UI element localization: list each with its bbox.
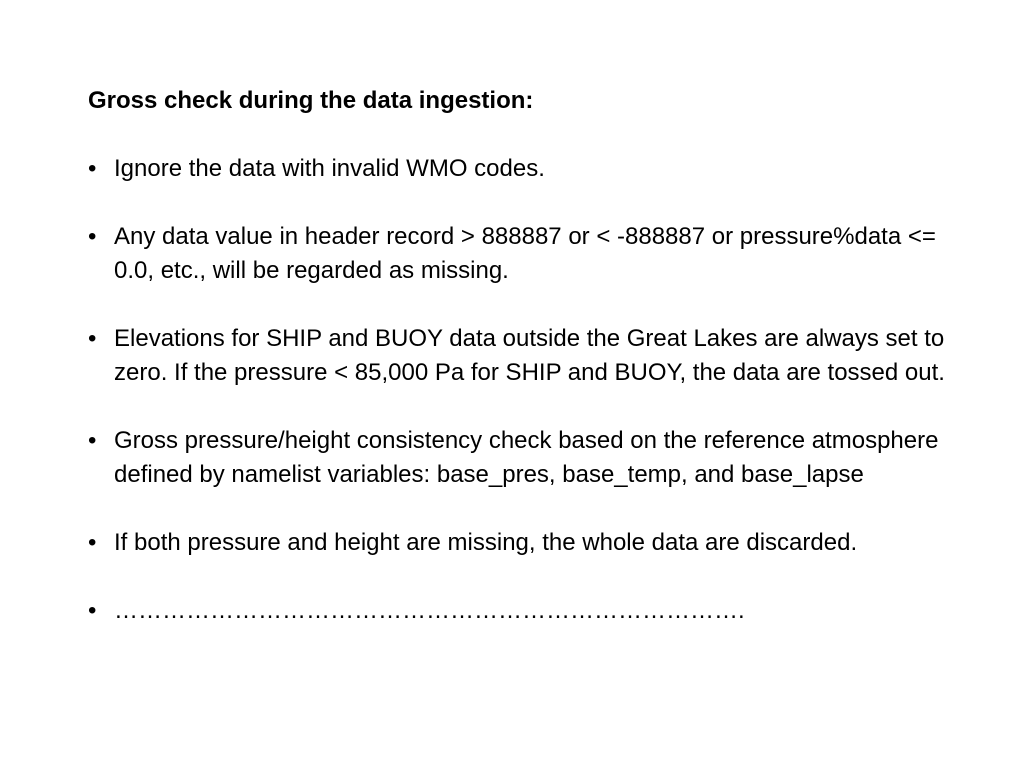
bullet-item-consistency-check	[88, 424, 978, 492]
bullet-item-discarded	[88, 526, 978, 560]
bullet-text: Any data value in header record > 888887 or < -888887 or pressure%data <= 0.0, etc., will be regarded as missing.	[114, 223, 936, 284]
bullet-dot-icon: •	[88, 325, 97, 352]
bullet-dot-icon: •	[88, 427, 97, 454]
bullet-dot-icon: •	[88, 155, 97, 182]
bullet-item-missing-values	[88, 220, 978, 288]
bullet-item-elevations	[88, 322, 978, 390]
bullet-text: Elevations for SHIP and BUOY data outside the Great Lakes are always set to zero. If the pressure < 85,000 Pa for SHIP and BUOY, the data are tossed out.	[114, 325, 945, 386]
bullet-dot-icon: •	[88, 597, 97, 624]
bullet-text: Gross pressure/height consistency check based on the reference atmosphere defined by namelist variables: base_pres, base_temp, and base_lapse	[114, 427, 939, 488]
bullet-dot-icon: •	[88, 223, 97, 250]
bullet-text: Ignore the data with invalid WMO codes.	[114, 155, 545, 182]
bullet-text: …………………………………………………………………….	[114, 597, 745, 624]
bullet-item-invalid-wmo	[88, 152, 978, 186]
bullet-text: If both pressure and height are missing, the whole data are discarded.	[114, 529, 858, 556]
slide-title: Gross check during the data ingestion:	[88, 87, 534, 114]
bullet-dot-icon: •	[88, 529, 97, 556]
bullet-item-ellipsis	[88, 594, 978, 628]
bullet-list	[88, 152, 978, 628]
